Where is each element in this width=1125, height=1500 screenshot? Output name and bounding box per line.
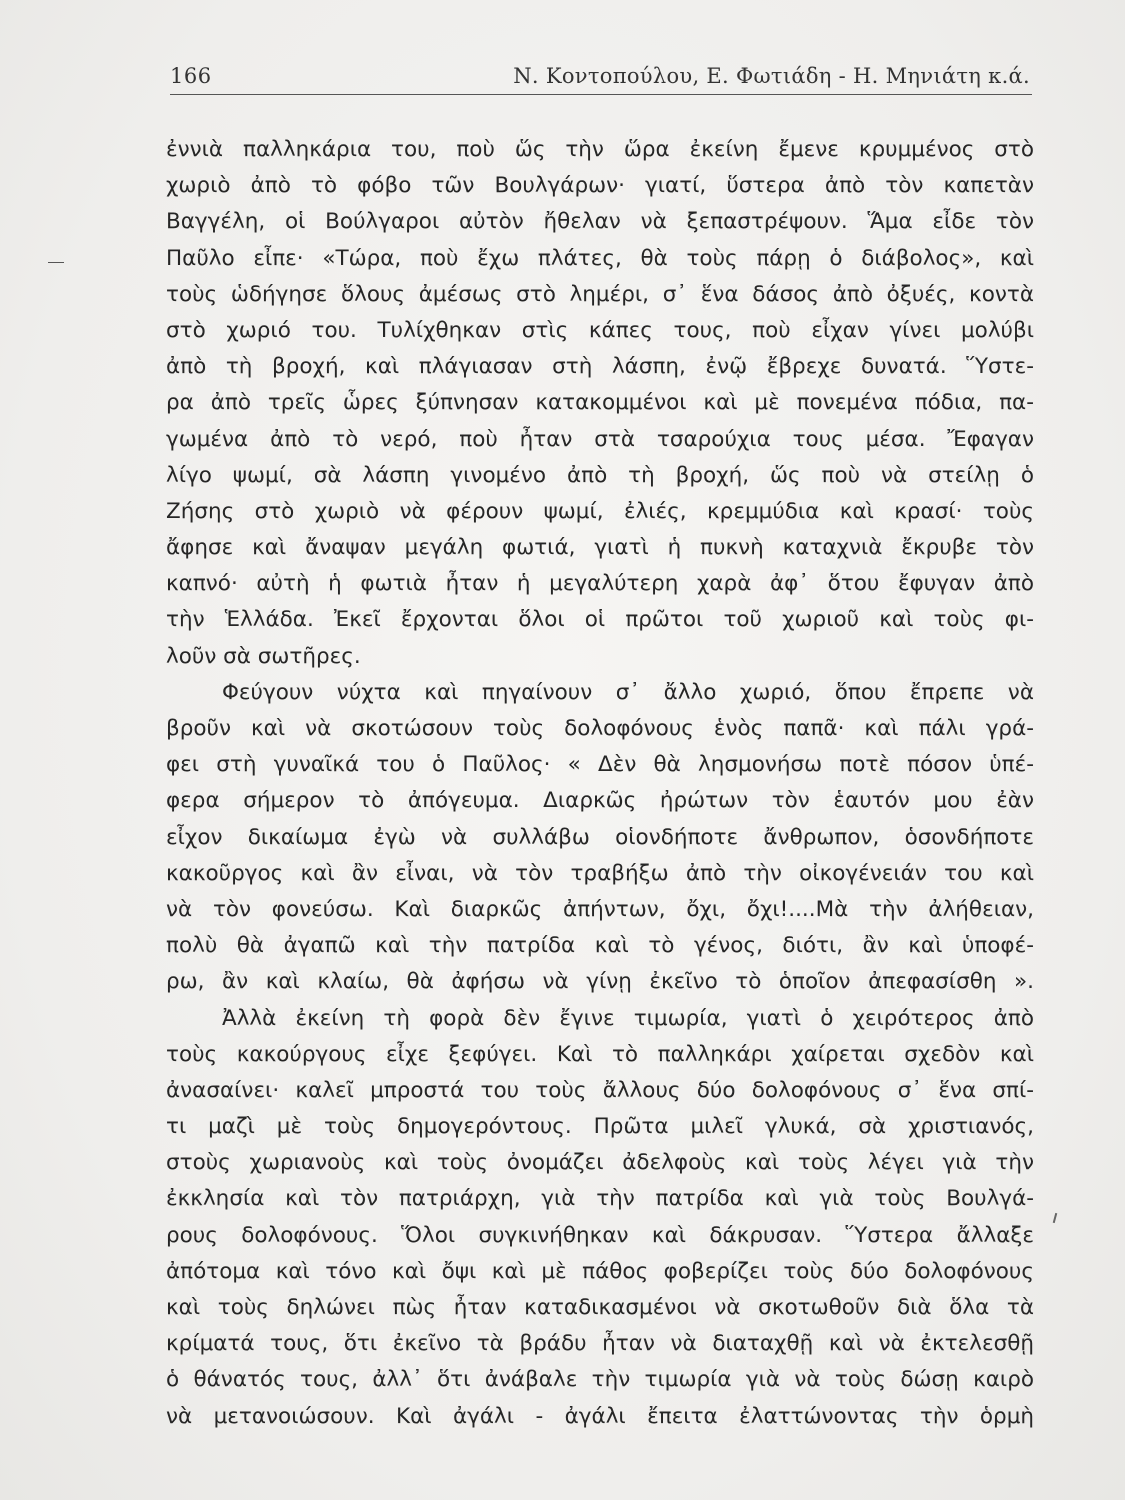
text-line: νὰ μετανοιώσουν. Καὶ ἀγάλι - ἀγάλι ἔπειτα ἐλαττώνοντας τὴν ὁρμὴ [166, 1403, 1034, 1429]
text-line: τὴν Ἑλλάδα. Ἐκεῖ ἔρχονται ὅλοι οἱ πρῶτοι τοῦ χωριοῦ καὶ τοὺς φι- [166, 607, 1034, 633]
text-line: λίγο ψωμί, σὰ λάσπη γινομένο ἀπὸ τὴ βροχή, ὥς ποὺ νὰ στείλῃ ὁ [166, 462, 1034, 488]
text-line: ἀνασαίνει· καλεῖ μπροστά του τοὺς ἄλλους δύο δολοφόνους σ᾽ ἕνα σπί- [166, 1077, 1034, 1103]
text-line: βροῦν καὶ νὰ σκοτώσουν τοὺς δολοφόνους ἑνὸς παπᾶ· καὶ πάλι γρά- [166, 716, 1034, 741]
running-head: Ν. Κοντοπούλου, Ε. Φωτιάδη - Η. Μηνιάτη κ.ά. [513, 64, 1030, 88]
paragraph-start: Ἀλλὰ ἐκείνη τὴ φορὰ δὲν ἔγινε τιμωρία, γιατὶ ὁ χειρότερος ἀπὸ [222, 1005, 1034, 1031]
text-line: γωμένα ἀπὸ τὸ νερό, ποὺ ἦταν στὰ τσαρούχια τους μέσα. Ἔφαγαν [166, 426, 1034, 452]
text-line: λοῦν σὰ σωτῆρες. [166, 643, 361, 669]
text-line: στοὺς χωριανοὺς καὶ τοὺς ὀνομάζει ἀδελφοὺς καὶ τοὺς λέγει γιὰ τὴν [166, 1150, 1034, 1176]
text-line: ἀπότομα καὶ τόνο καὶ ὄψι καὶ μὲ πάθος φοβερίζει τοὺς δύο δολοφόνους [166, 1258, 1034, 1284]
text-line: τοὺς κακούργους εἶχε ξεφύγει. Καὶ τὸ παλληκάρι χαίρεται σχεδὸν καὶ [166, 1041, 1034, 1067]
text-line: κρίματά τους, ὅτι ἐκεῖνο τὰ βράδυ ἦταν νὰ διαταχθῇ καὶ νὰ ἐκτελεσθῇ [166, 1331, 1034, 1357]
page-number: 166 [170, 64, 212, 88]
text-line: χωριὸ ἀπὸ τὸ φόβο τῶν Βουλγάρων· γιατί, ὕστερα ἀπὸ τὸν καπετὰν [166, 173, 1034, 199]
text-line: ἄφησε καὶ ἄναψαν μεγάλη φωτιά, γιατὶ ἡ πυκνὴ καταχνιὰ ἔκρυβε τὸν [166, 535, 1034, 561]
paragraph-start: Φεύγουν νύχτα καὶ πηγαίνουν σ᾽ ἄλλο χωριό, ὅπου ἔπρεπε νὰ [222, 679, 1034, 705]
text-line: καὶ τοὺς δηλώνει πὼς ἦταν καταδικασμένοι νὰ σκοτωθοῦν διὰ ὅλα τὰ [166, 1295, 1034, 1320]
body-text [166, 132, 1034, 1435]
text-line: φερα σήμερον τὸ ἀπόγευμα. Διαρκῶς ἠρώτων τὸν ἑαυτόν μου ἐὰν [166, 788, 1034, 814]
text-line: στὸ χωριό του. Τυλίχθηκαν στὶς κάπες τους, ποὺ εἶχαν γίνει μολύβι [166, 317, 1034, 343]
text-line: ρους δολοφόνους. Ὅλοι συγκινήθηκαν καὶ δάκρυσαν. Ὕστερα ἄλλαξε [166, 1222, 1034, 1248]
text-line: ὁ θάνατός τους, ἀλλ᾽ ὅτι ἀνάβαλε τὴν τιμωρία γιὰ νὰ τοὺς δώσῃ καιρὸ [166, 1367, 1034, 1393]
text-line: ρω, ἂν καὶ κλαίω, θὰ ἀφήσω νὰ γίνῃ ἐκεῖνο τὸ ὁποῖον ἀπεφασίσθη ». [166, 969, 1034, 995]
text-line: εἶχον δικαίωμα ἐγὼ νὰ συλλάβω οἱονδήποτε ἄνθρωπον, ὁσονδήποτε [166, 824, 1034, 850]
text-line: ἀπὸ τὴ βροχή, καὶ πλάγιασαν στὴ λάσπη, ἐνῷ ἔβρεχε δυνατά. Ὕστε- [166, 354, 1034, 380]
text-line: ρα ἀπὸ τρεῖς ὧρες ξύπνησαν κατακομμένοι καὶ μὲ πονεμένα πόδια, πα- [166, 390, 1034, 416]
text-line: ἐκκλησία καὶ τὸν πατριάρχη, γιὰ τὴν πατρίδα καὶ γιὰ τοὺς Βουλγά- [166, 1186, 1034, 1212]
margin-mark [48, 262, 64, 263]
text-line: πολὺ θὰ ἀγαπῶ καὶ τὴν πατρίδα καὶ τὸ γένος, διότι, ἂν καὶ ὑποφέ- [166, 933, 1034, 959]
text-line: τι μαζὶ μὲ τοὺς δημογερόντους. Πρῶτα μιλεῖ γλυκά, σὰ χριστιανός, [166, 1114, 1034, 1140]
margin-tick [1053, 1213, 1058, 1223]
text-line: καπνό· αὐτὴ ἡ φωτιὰ ἦταν ἡ μεγαλύτερη χαρὰ ἀφ᾽ ὅτου ἔφυγαν ἀπὸ [166, 571, 1034, 597]
text-line: νὰ τὸν φονεύσω. Καὶ διαρκῶς ἀπήντων, ὄχι, ὄχι!....Μὰ τὴν ἀλήθειαν, [166, 896, 1034, 922]
text-line: τοὺς ὡδήγησε ὅλους ἀμέσως στὸ λημέρι, σ᾽ ἕνα δάσος ἀπὸ ὀξυές, κοντὰ [166, 281, 1034, 307]
text-line: Ζήσης στὸ χωριὸ νὰ φέρουν ψωμί, ἐλιές, κρεμμύδια καὶ κρασί· τοὺς [166, 498, 1034, 524]
text-line: κακοῦργος καὶ ἂν εἶναι, νὰ τὸν τραβήξω ἀπὸ τὴν οἰκογένειάν του καὶ [166, 860, 1034, 886]
text-line: Παῦλο εἶπε· «Τώρα, ποὺ ἔχω πλάτες, θὰ τοὺς πάρῃ ὁ διάβολος», καὶ [166, 245, 1034, 271]
text-line: ἐννιὰ παλληκάρια του, ποὺ ὥς τὴν ὥρα ἐκείνη ἔμενε κρυμμένος στὸ [166, 137, 1034, 162]
text-line: φει στὴ γυναῖκά του ὁ Παῦλος· « Δὲν θὰ λησμονήσω ποτὲ πόσον ὑπέ- [166, 752, 1034, 778]
text-line: Βαγγέλη, οἱ Βούλγαροι αὐτὸν ἤθελαν νὰ ξεπαστρέψουν. Ἅμα εἶδε τὸν [166, 209, 1034, 235]
page-header [170, 62, 1032, 95]
